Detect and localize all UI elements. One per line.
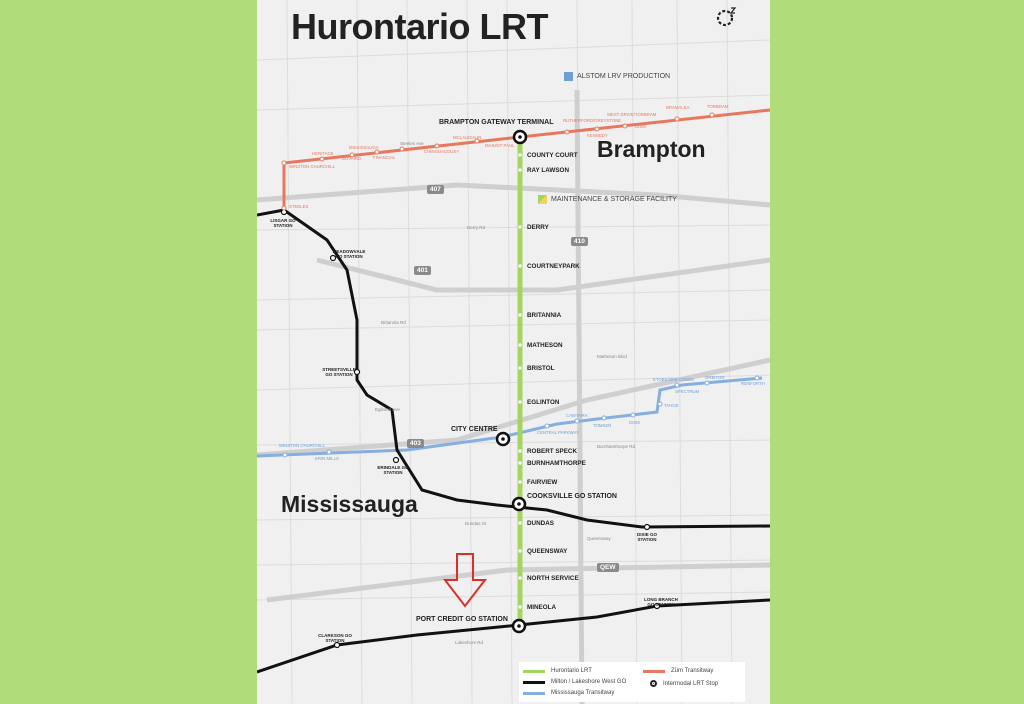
highway-401-shield: 401 <box>414 266 431 275</box>
road-label: Dundas St <box>465 521 487 526</box>
street-grid <box>257 0 770 704</box>
map-panel <box>257 0 770 704</box>
compass-icon <box>715 6 737 28</box>
go-long-branch: LONG BRANCH GO STATION <box>644 597 678 607</box>
map-legend <box>519 662 745 702</box>
road-label: Eglinton Ave <box>375 407 400 412</box>
legend-label: Hurontario LRT <box>551 668 592 674</box>
road-label: Britannia Rd <box>381 320 406 325</box>
transitway-stop: WINSTON CHURCHILL <box>279 443 325 448</box>
zum-stop: MCLAUGHLIN <box>453 135 482 140</box>
legend-intermodal <box>650 680 718 687</box>
road-label: Derry Rd <box>467 225 486 230</box>
station-fairview: FAIRVIEW <box>527 479 558 486</box>
legend-label: Intermodal LRT Stop <box>663 680 719 687</box>
highway-403-shield: 403 <box>407 439 424 448</box>
go-lisgar: LISGAR GO STATION <box>270 218 296 228</box>
zum-stop: CHINGUACOUSY <box>424 149 460 154</box>
station-matheson: MATHESON <box>527 342 563 349</box>
road-label: Steeles Ave <box>400 141 424 146</box>
legend-swatch-zum <box>643 670 665 673</box>
station-courtneypark: COURTNEYPARK <box>527 263 580 270</box>
station-mineola: MINEOLA <box>527 604 557 611</box>
transitway-stop: ORBITOR <box>705 375 725 380</box>
station-burnhamthorpe: BURNHAMTHORPE <box>527 460 586 467</box>
transitway-stop: CAWTHRA <box>566 413 588 418</box>
station-dundas: DUNDAS <box>527 520 554 527</box>
zum-stop: STEELES <box>289 204 309 209</box>
zum-stop: MAIN/ST PAUL <box>485 143 515 148</box>
city-mississauga: Mississauga <box>281 491 418 517</box>
highway-407-shield: 407 <box>427 185 444 194</box>
zum-stop: HERITAGE <box>312 151 334 156</box>
maintenance-legend <box>538 195 677 204</box>
legend-hurontario <box>523 668 592 674</box>
legend-swatch-transitway <box>523 692 545 695</box>
go-streetsville: STREETSVILLE GO STATION <box>322 367 356 377</box>
station-port-credit: PORT CREDIT GO STATION <box>416 616 508 623</box>
legend-zum <box>643 668 713 674</box>
zum-stop: DIXIE <box>635 124 647 129</box>
station-queensway: QUEENSWAY <box>527 548 568 555</box>
legend-milton <box>523 679 626 685</box>
station-britannia: BRITANNIA <box>527 312 562 319</box>
station-city-centre: CITY CENTRE <box>451 426 498 433</box>
alstom-label: ALSTOM LRV PRODUCTION <box>577 73 671 80</box>
legend-label: Milton / Lakeshore West GO <box>551 679 627 685</box>
zum-stop: RUTHERFORD/GREYSTONE <box>563 118 622 123</box>
road-label: Burnhamthorpe Rd <box>597 444 636 449</box>
maintenance-label: MAINTENANCE & STORAGE FACILITY <box>551 196 677 203</box>
map-title: Hurontario LRT <box>291 6 548 47</box>
zum-stop: BRAMALEA <box>666 105 690 110</box>
city-brampton: Brampton <box>597 136 706 162</box>
location-arrow-icon <box>445 554 485 606</box>
maintenance-swatch <box>538 195 547 204</box>
legend-label: Mississauga Transitway <box>551 690 615 696</box>
zum-stop: KENNEDY <box>587 133 608 138</box>
zum-stop: MISSISSAUGA <box>349 145 379 150</box>
highway-qew-shield: QEW <box>597 563 619 572</box>
road-label: Lakeshore Rd <box>455 640 484 645</box>
station-bristol: BRISTOL <box>527 365 555 372</box>
go-meadowvale: MEADOWVALE GO STATION <box>332 249 366 259</box>
transitway-stop: TAHOE <box>664 403 679 408</box>
transitway-stop: DIXIE <box>629 420 641 425</box>
legend-transitway <box>523 690 614 696</box>
transitway-stop: CENTRAL PARKWAY <box>537 430 579 435</box>
transitway-stop: TOMKEN <box>593 423 612 428</box>
go-erindale: ERINDALE GO STATION <box>377 465 409 475</box>
major-highways <box>257 90 770 704</box>
station-north-service: NORTH SERVICE <box>527 575 579 582</box>
transitway-stop: RENFORTH <box>741 381 765 386</box>
road-label: Matheson Blvd <box>597 354 627 359</box>
legend-swatch-lrt <box>523 670 545 673</box>
intermodal-stop-icon <box>650 680 657 687</box>
zum-stop: WEST DRIVE/TORBRAM <box>607 112 657 117</box>
transitway-stop: SPECTRUM <box>675 389 700 394</box>
go-dixie: DIXIE GO STATION <box>636 532 657 542</box>
highway-410-shield: 410 <box>571 237 588 246</box>
zum-stop: WINSTON CHURCHILL <box>289 164 335 169</box>
road-label: Queensway <box>587 536 611 541</box>
alstom-legend <box>564 72 670 81</box>
station-brampton-gateway: BRAMPTON GATEWAY TERMINAL <box>439 119 554 126</box>
zum-stop: FINANCIAL <box>373 155 396 160</box>
transitway-stop: ERIN MILLS <box>315 456 339 461</box>
station-ray-lawson: RAY LAWSON <box>527 167 569 174</box>
legend-label: Züm Transitway <box>671 668 714 674</box>
alstom-swatch <box>564 72 573 81</box>
legend-swatch-go <box>523 681 545 684</box>
zum-stop: TORBRAM <box>707 104 729 109</box>
station-robert-speck: ROBERT SPECK <box>527 448 578 455</box>
station-county-court: COUNTY COURT <box>527 152 578 159</box>
zum-stop: BOVAIRD <box>342 156 362 161</box>
station-eglinton: EGLINTON <box>527 399 560 406</box>
go-clarkson: CLARKSON GO STATION <box>318 633 352 643</box>
route-map <box>257 0 770 704</box>
transitway-stop: ETOBICOKE CREEK <box>653 377 694 382</box>
station-cooksville: COOKSVILLE GO STATION <box>527 493 617 500</box>
station-derry: DERRY <box>527 224 549 231</box>
